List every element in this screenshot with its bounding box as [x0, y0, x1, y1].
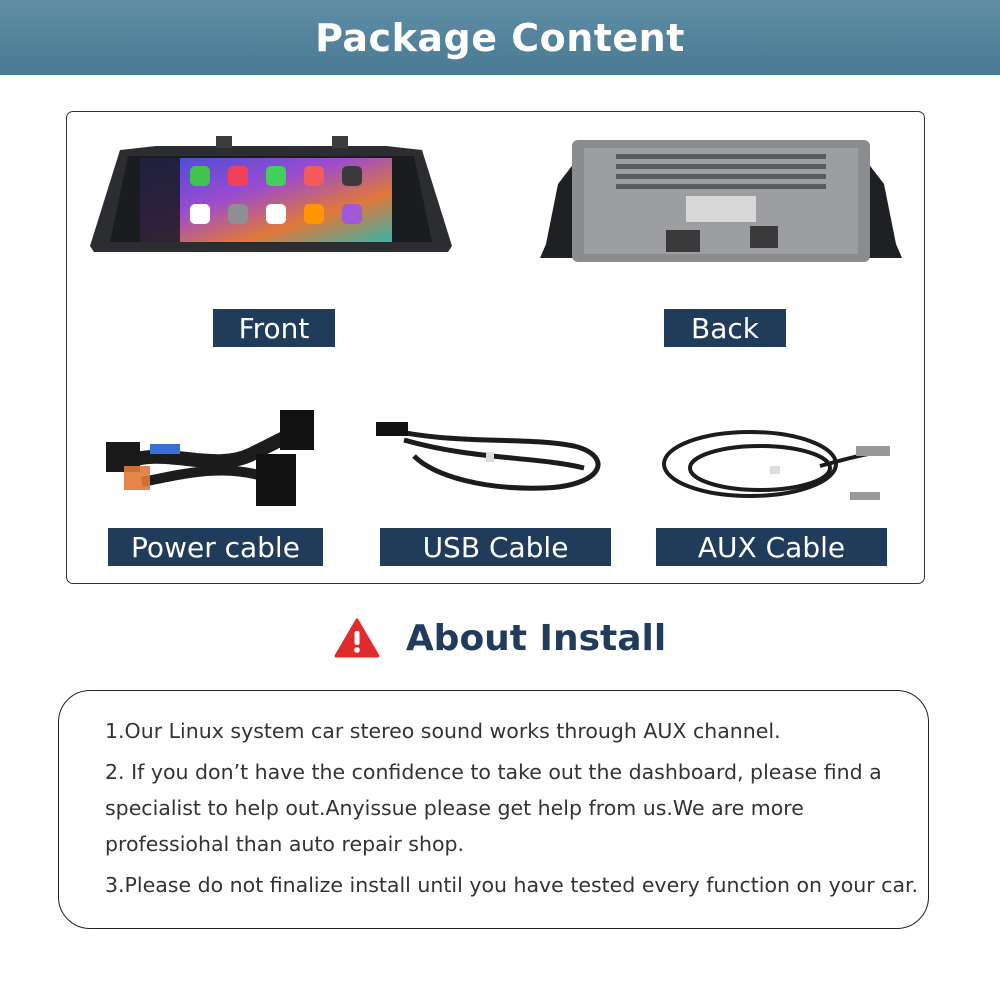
about-install-title: About Install — [405, 617, 667, 659]
usb-cable-image — [374, 416, 610, 498]
install-note-2-line-3: professiohal than auto repair shop. — [105, 832, 465, 856]
usb-cable-label: USB Cable — [380, 528, 611, 566]
about-install-heading — [0, 610, 1000, 666]
back-label: Back — [664, 309, 786, 347]
power-cable-label: Power cable — [108, 528, 323, 566]
install-notes-box — [58, 690, 929, 929]
install-note-1: 1.Our Linux system car stereo sound works through AUX channel. — [105, 719, 781, 743]
install-note-2-line-1: 2. If you don’t have the confidence to take out the dashboard, please find a — [105, 760, 882, 784]
front-unit-image — [86, 134, 456, 260]
page-title: Package Content — [315, 15, 685, 60]
power-cable-image — [102, 404, 320, 508]
warning-icon — [334, 618, 380, 658]
front-label: Front — [213, 309, 335, 347]
install-note-2-line-2: specialist to help out.Anyissue please get help from us.We are more — [105, 796, 804, 820]
install-note-3: 3.Please do not finalize install until you have tested every function on your car. — [105, 873, 919, 897]
aux-cable-label: AUX Cable — [656, 528, 887, 566]
back-unit-image — [536, 134, 906, 266]
aux-cable-image — [660, 422, 896, 508]
header-banner — [0, 0, 1000, 75]
